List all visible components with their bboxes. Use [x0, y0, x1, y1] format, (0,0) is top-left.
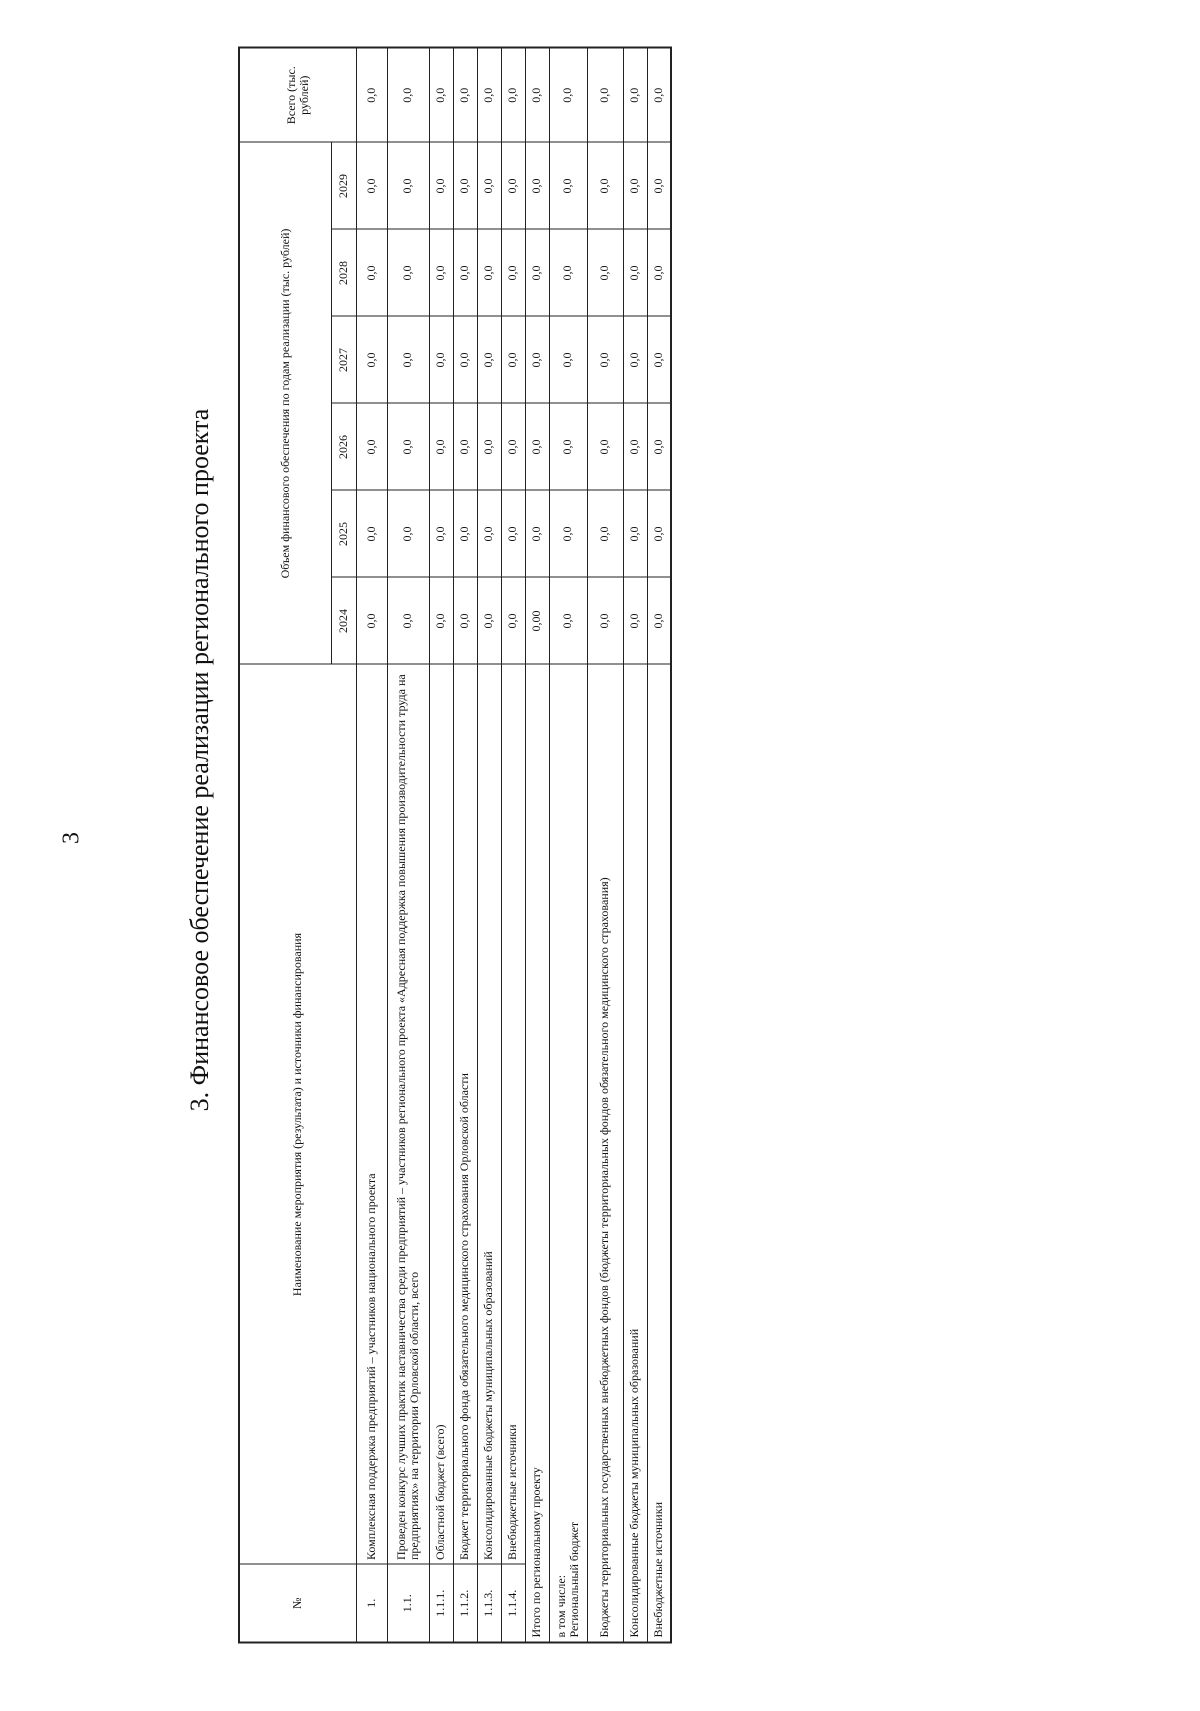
value-cell: 0,0	[525, 316, 549, 403]
summary-name: Консолидированные бюджеты муниципальных образований	[623, 664, 647, 1642]
header-total: Всего (тыс. рублей)	[239, 47, 356, 142]
header-name: Наименование мероприятия (результата) и источники финансирования	[239, 664, 356, 1564]
header-year: 2025	[331, 490, 356, 577]
value-cell: 0,0	[623, 403, 647, 490]
value-cell: 0,0	[387, 229, 429, 316]
row-name: Проведен конкурс лучших практик наставничества среди предприятий – участников регионального проекта «Адресная поддержка повышения производительности труда на предприятиях» на территории Орловской области, всего	[387, 664, 429, 1564]
row-number: 1.1.4.	[501, 1564, 525, 1642]
value-cell: 0,0	[587, 403, 623, 490]
summary-name	[549, 664, 587, 1642]
summary-row	[623, 47, 647, 1642]
page-number: 3	[58, 832, 85, 844]
value-cell: 0,0	[429, 229, 453, 316]
value-cell: 0,0	[549, 490, 587, 577]
value-cell: 0,0	[356, 229, 387, 316]
value-cell: 0,0	[356, 403, 387, 490]
header-row	[239, 47, 331, 1642]
value-cell: 0,0	[453, 316, 477, 403]
value-cell: 0,0	[647, 403, 671, 490]
value-cell: 0,0	[387, 316, 429, 403]
value-cell: 0,0	[453, 403, 477, 490]
value-cell: 0,0	[501, 316, 525, 403]
value-cell: 0,0	[647, 316, 671, 403]
value-cell: 0,0	[623, 577, 647, 664]
header-year: 2028	[331, 229, 356, 316]
header-year: 2027	[331, 316, 356, 403]
total-cell: 0,0	[387, 47, 429, 142]
value-cell: 0,0	[501, 577, 525, 664]
row-number: 1.1.1.	[429, 1564, 453, 1642]
value-cell: 0,0	[387, 577, 429, 664]
financing-table	[238, 46, 672, 1643]
value-cell: 0,0	[429, 316, 453, 403]
row-name: Комплексная поддержка предприятий – участников национального проекта	[356, 664, 387, 1564]
value-cell: 0,0	[429, 142, 453, 229]
row-name: Бюджет территориального фонда обязательного медицинского страхования Орловской области	[453, 664, 477, 1564]
summary-name: Бюджеты территориальных государственных внебюджетных фондов (бюджеты территориальных фондов обязательного медицинского страхования)	[587, 664, 623, 1642]
summary-name: Внебюджетные источники	[647, 664, 671, 1642]
section-title: 3. Финансовое обеспечение реализации регионального проекта	[185, 408, 214, 1112]
total-cell: 0,0	[647, 47, 671, 142]
value-cell: 0,0	[549, 577, 587, 664]
value-cell: 0,0	[623, 142, 647, 229]
summary-row	[647, 47, 671, 1642]
value-cell: 0,0	[623, 316, 647, 403]
value-cell: 0,0	[587, 142, 623, 229]
value-cell: 0,0	[647, 490, 671, 577]
total-cell: 0,0	[549, 47, 587, 142]
value-cell: 0,0	[477, 490, 501, 577]
value-cell: 0,0	[356, 142, 387, 229]
value-cell: 0,0	[647, 142, 671, 229]
total-cell: 0,0	[453, 47, 477, 142]
value-cell: 0,0	[501, 142, 525, 229]
row-number: 1.1.2.	[453, 1564, 477, 1642]
value-cell: 0,0	[501, 229, 525, 316]
value-cell: 0,0	[587, 490, 623, 577]
value-cell: 0,0	[549, 142, 587, 229]
value-cell: 0,0	[623, 229, 647, 316]
value-cell: 0,0	[525, 142, 549, 229]
value-cell: 0,00	[525, 577, 549, 664]
summary-name-line: Региональный бюджет	[567, 1521, 581, 1637]
value-cell: 0,0	[477, 142, 501, 229]
value-cell: 0,0	[477, 229, 501, 316]
value-cell: 0,0	[587, 316, 623, 403]
total-cell: 0,0	[501, 47, 525, 142]
summary-name: Итого по региональному проекту	[525, 664, 549, 1642]
header-year: 2024	[331, 577, 356, 664]
summary-row	[525, 47, 549, 1642]
value-cell: 0,0	[549, 403, 587, 490]
row-number: 1.1.	[387, 1564, 429, 1642]
header-year: 2029	[331, 142, 356, 229]
row-name: Консолидированные бюджеты муниципальных образований	[477, 664, 501, 1564]
total-cell: 0,0	[356, 47, 387, 142]
value-cell: 0,0	[549, 316, 587, 403]
value-cell: 0,0	[525, 490, 549, 577]
financing-table-wrapper	[238, 48, 666, 1643]
value-cell: 0,0	[587, 229, 623, 316]
value-cell: 0,0	[453, 229, 477, 316]
value-cell: 0,0	[647, 577, 671, 664]
value-cell: 0,0	[549, 229, 587, 316]
total-cell: 0,0	[429, 47, 453, 142]
header-year: 2026	[331, 403, 356, 490]
total-cell: 0,0	[623, 47, 647, 142]
table-row	[501, 47, 525, 1642]
row-number: 1.	[356, 1564, 387, 1642]
header-num: №	[239, 1564, 356, 1642]
table-row	[387, 47, 429, 1642]
value-cell: 0,0	[477, 577, 501, 664]
value-cell: 0,0	[387, 403, 429, 490]
value-cell: 0,0	[387, 142, 429, 229]
table-row	[429, 47, 453, 1642]
header-volume: Объем финансового обеспечения по годам реализации (тыс. рублей)	[239, 142, 331, 664]
value-cell: 0,0	[477, 316, 501, 403]
table-row	[453, 47, 477, 1642]
value-cell: 0,0	[429, 490, 453, 577]
value-cell: 0,0	[647, 229, 671, 316]
total-cell: 0,0	[587, 47, 623, 142]
row-name: Областной бюджет (всего)	[429, 664, 453, 1564]
value-cell: 0,0	[429, 577, 453, 664]
row-number: 1.1.3.	[477, 1564, 501, 1642]
value-cell: 0,0	[356, 490, 387, 577]
summary-name-line: в том числе:	[553, 1574, 568, 1637]
summary-row	[587, 47, 623, 1642]
value-cell: 0,0	[387, 490, 429, 577]
value-cell: 0,0	[356, 316, 387, 403]
value-cell: 0,0	[501, 490, 525, 577]
value-cell: 0,0	[525, 403, 549, 490]
value-cell: 0,0	[453, 577, 477, 664]
row-name: Внебюджетные источники	[501, 664, 525, 1564]
value-cell: 0,0	[477, 403, 501, 490]
value-cell: 0,0	[501, 403, 525, 490]
value-cell: 0,0	[356, 577, 387, 664]
total-cell: 0,0	[477, 47, 501, 142]
value-cell: 0,0	[453, 490, 477, 577]
table-row	[356, 47, 387, 1642]
total-cell: 0,0	[525, 47, 549, 142]
summary-row	[549, 47, 587, 1642]
table-row	[477, 47, 501, 1642]
value-cell: 0,0	[623, 490, 647, 577]
value-cell: 0,0	[429, 403, 453, 490]
value-cell: 0,0	[453, 142, 477, 229]
value-cell: 0,0	[525, 229, 549, 316]
value-cell: 0,0	[587, 577, 623, 664]
